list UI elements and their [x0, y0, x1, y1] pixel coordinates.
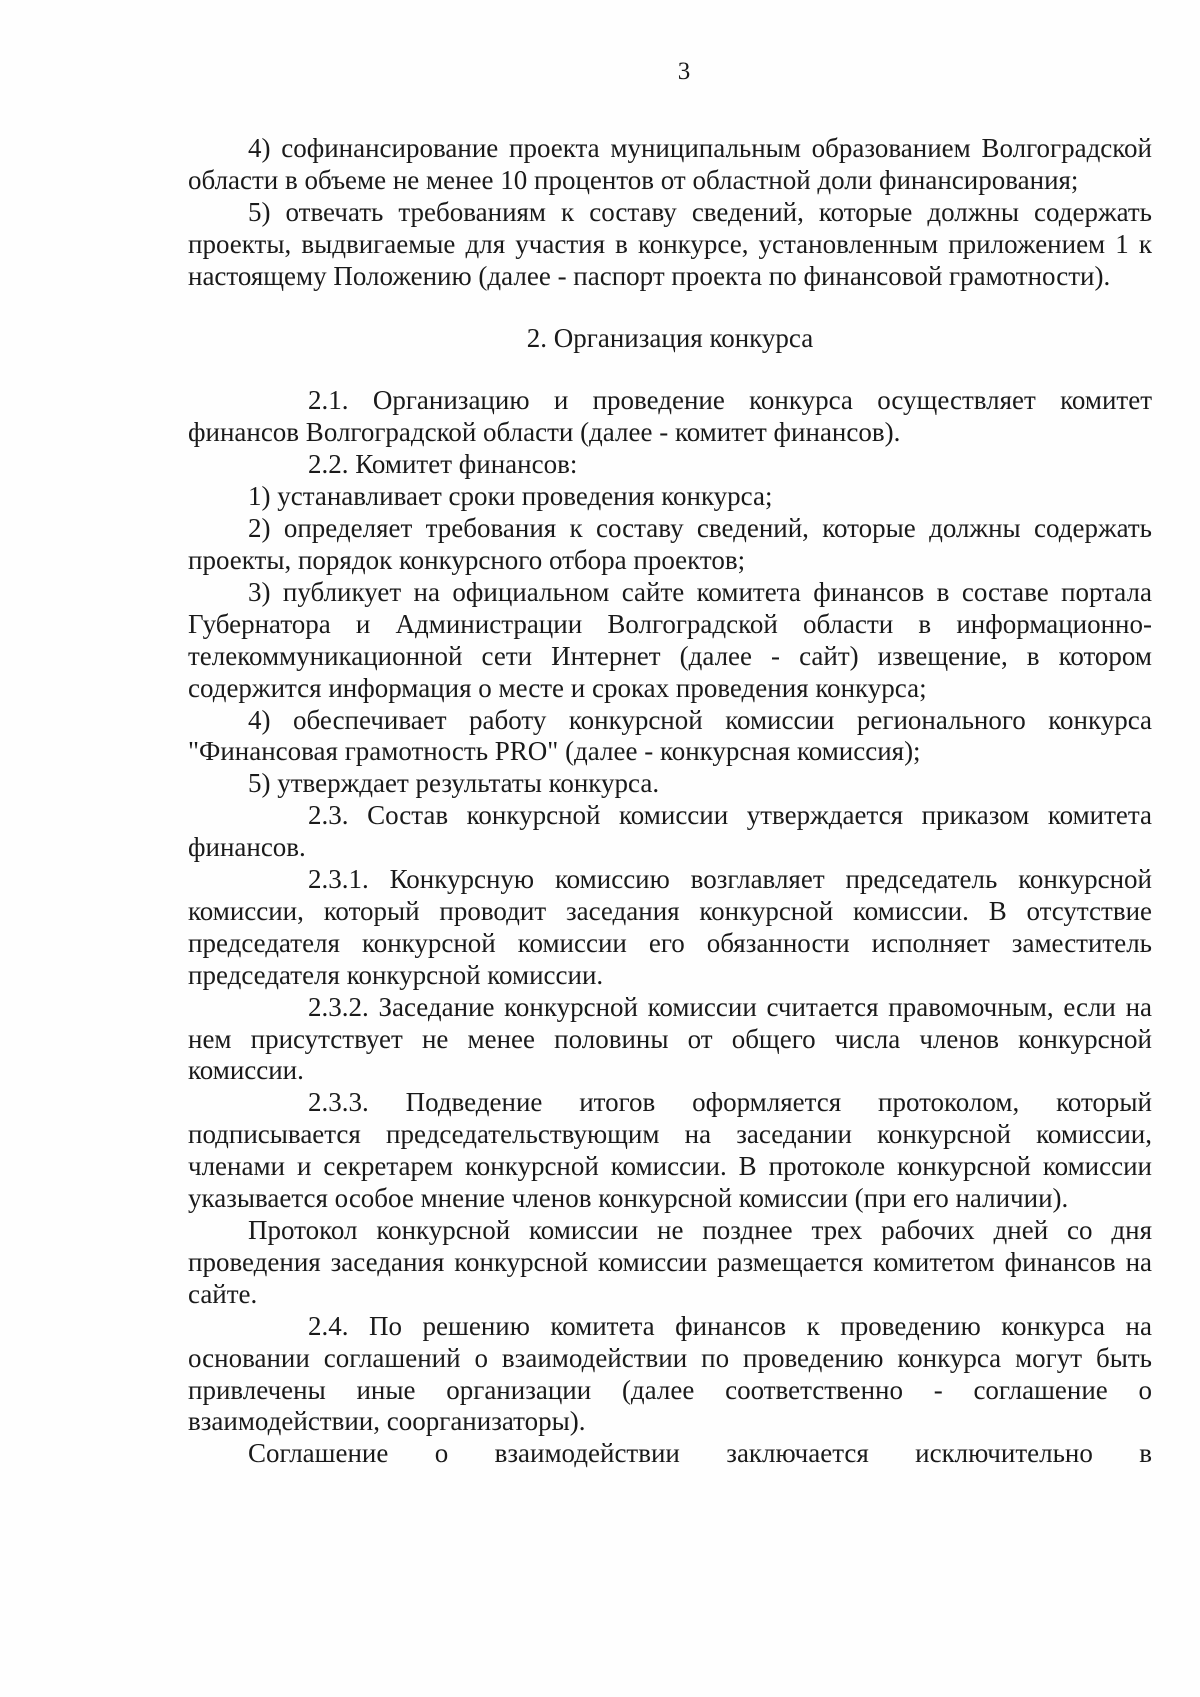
paragraph-cofinancing: 4) софинансирование проекта муниципальным образованием Волгоградской области в объеме не менее 10 процентов от областной доли финансирования; [188, 133, 1152, 195]
section-heading: 2. Организация конкурса [526, 322, 814, 353]
paragraph-2-3 [188, 800, 1152, 864]
list-item-2: 2) определяет требования к составу сведений, которые должны содержать проекты, порядок конкурсного отбора проектов; [188, 513, 1152, 575]
clause-number: 2.1. [308, 385, 349, 416]
clause-number: 2.3.1. [308, 864, 369, 895]
paragraph-agreement: Соглашение о взаимодействии заключается исключительно в [248, 1438, 1152, 1469]
clause-number: 2.3. [308, 800, 349, 831]
paragraph-2-3-2 [188, 992, 1152, 1088]
document-body [188, 133, 1152, 1470]
clause-text: Конкурсную комиссию возглавляет председатель конкурсной комиссии, который проводит заседания конкурсной комиссии. В отсутствие председателя конкурсной комиссии его обязанности исполняет заместитель председателя конкурсной комиссии. [188, 864, 1153, 990]
clause-number: 2.3.2. [308, 991, 369, 1022]
list-item-1: 1) устанавливает сроки проведения конкурса; [248, 481, 773, 512]
list-item-4: 4) обеспечивает работу конкурсной комиссии регионального конкурса "Финансовая грамотность PRO" (далее - конкурсная комиссия); [188, 704, 1152, 767]
paragraph-requirements: 5) отвечать требованиям к составу сведений, которые должны содержать проекты, выдвигаемые для участия в конкурсе, установленным приложением 1 к настоящему Положению (далее - паспорт проекта по финансовой грамотности). [188, 196, 1152, 291]
clause-number: 2.3.3. [308, 1087, 369, 1118]
list-item-5: 5) утверждает результаты конкурса. [248, 768, 660, 799]
paragraph-2-3-1 [188, 864, 1152, 992]
page-number: 3 [677, 58, 691, 85]
paragraph-2-1 [188, 385, 1152, 449]
clause-number: 2.2. [308, 449, 349, 480]
paragraph-2-2 [188, 449, 1152, 481]
clause-number: 2.4. [308, 1310, 349, 1341]
clause-text: Организацию и проведение конкурса осуществляет комитет финансов Волгоградской области (далее - комитет финансов). [188, 385, 1153, 448]
paragraph-2-4 [188, 1311, 1152, 1439]
list-item-3: 3) публикует на официальном сайте комитета финансов в составе портала Губернатора и Администрации Волгоградской области в информационно-телекоммуникационной сети Интернет (далее - сайт) извещение, в котором содержится информация о месте и сроках проведения конкурса; [188, 576, 1152, 703]
clause-text: По решению комитета финансов к проведению конкурса на основании соглашений о взаимодействии по проведению конкурса могут быть привлечены иные организации (далее соответственно - соглашение о взаимодействии, соорганизаторы). [188, 1310, 1152, 1437]
clause-text: Состав конкурсной комиссии утверждается приказом комитета финансов. [188, 800, 1153, 863]
clause-text: Заседание конкурсной комиссии считается правомочным, если на нем присутствует не менее половины от общего числа членов конкурсной комиссии. [188, 991, 1152, 1086]
clause-text: Подведение итогов оформляется протоколом, который подписывается председательствующим на заседании конкурсной комиссии, членами и секретарем конкурсной комиссии. В протоколе конкурсной комиссии указывается особое мнение членов конкурсной комиссии (при его наличии). [188, 1087, 1152, 1214]
paragraph-protocol: Протокол конкурсной комиссии не позднее трех рабочих дней со дня проведения заседания конкурсной комиссии размещается комитетом финансов на сайте. [188, 1215, 1152, 1309]
paragraph-2-3-3 [188, 1087, 1152, 1215]
clause-text: Комитет финансов: [355, 449, 578, 480]
